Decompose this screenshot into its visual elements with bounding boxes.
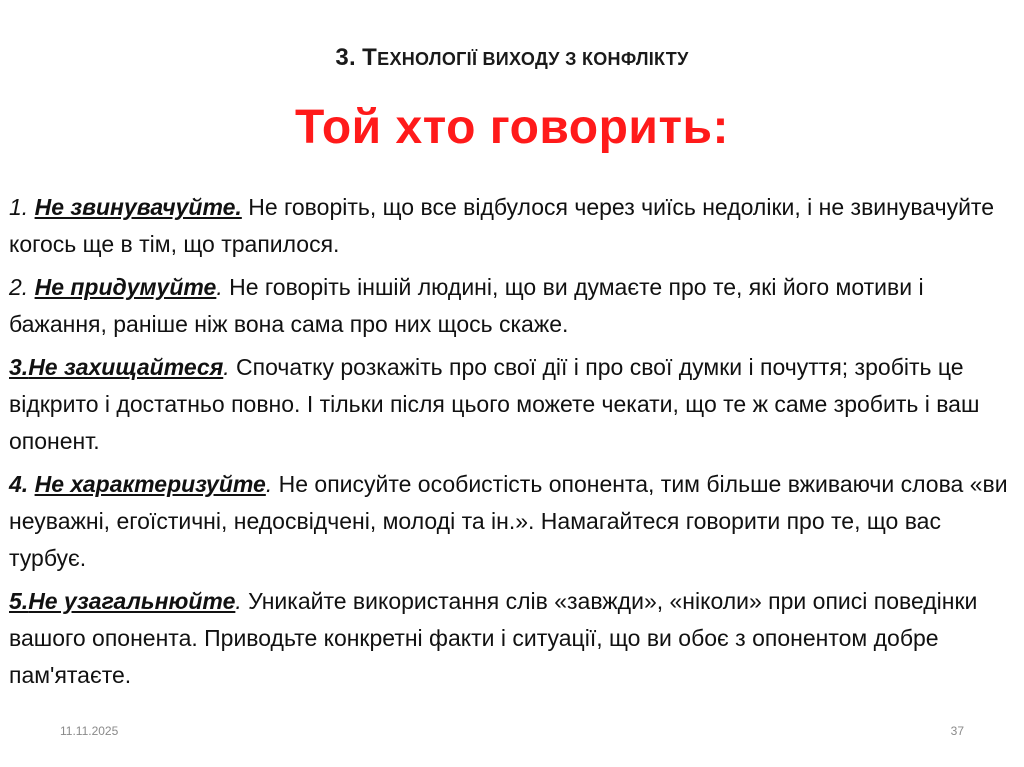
- rule-keyword: Не придумуйте: [34, 274, 217, 300]
- rule-punct: .: [223, 354, 230, 380]
- rule-text: Не описуйте особистість опонента, тим більше вживаючи слова «ви неуважні, егоїстичні, недосвідчені, молоді та ін.». Намагайтеся говорити про те, що вас турбує.: [9, 471, 1008, 571]
- rule-keyword: Не узагальнюйте: [28, 588, 236, 614]
- headline: Той хто говорить:: [295, 101, 729, 154]
- section-number: 3.: [335, 44, 357, 71]
- rule-index: 1.: [9, 194, 29, 220]
- section-title-rest: ЕХНОЛОГІЇ ВИХОДУ З КОНФЛІКТУ: [377, 49, 689, 69]
- rule-keyword-with-index: [9, 354, 223, 380]
- rule-keyword-with-index: [9, 588, 235, 614]
- rule-item: [9, 466, 1013, 577]
- rule-keyword: Не звинувачуйте.: [34, 194, 242, 220]
- section-title-first-letter: Т: [362, 44, 378, 71]
- rule-item: [9, 583, 1013, 694]
- rule-text: Не говоріть іншій людині, що ви думаєте про те, які його мотиви і бажання, раніше ніж вона сама про них щось скаже.: [9, 274, 924, 337]
- rule-index: 2.: [9, 274, 29, 300]
- rule-index: 5.: [9, 588, 29, 614]
- rule-item: [9, 269, 1013, 343]
- rule-punct: .: [265, 471, 273, 497]
- footer-date: 11.11.2025: [60, 724, 119, 738]
- rule-keyword: Не характеризуйте: [34, 471, 266, 497]
- rule-text: Спочатку розкажіть про свої дії і про свої думки і почуття; зробіть це відкрито і достатньо повно. І тільки після цього можете чекати, що те ж саме зробить і ваш опонент.: [9, 354, 980, 454]
- rule-punct: .: [235, 588, 242, 614]
- rule-item: [9, 189, 1013, 263]
- rule-index: 3.: [9, 354, 29, 380]
- rule-index: 4.: [9, 471, 29, 497]
- rule-item: [9, 349, 1013, 460]
- rule-text: Не говоріть, що все відбулося через чиїсь недоліки, і не звинувачуйте когось ще в тім, що трапилося.: [9, 194, 994, 257]
- section-title: [0, 44, 1024, 72]
- rule-keyword: Не захищайтеся: [28, 354, 224, 380]
- rule-punct: .: [216, 274, 223, 300]
- page-number: 37: [950, 724, 964, 738]
- rule-text: Уникайте використання слів «завжди», «ніколи» при описі поведінки вашого опонента. Приводьте конкретні факти і ситуації, що ви обоє з опонентом добре пам'ятаєте.: [9, 588, 978, 688]
- rules-list: [9, 189, 1013, 700]
